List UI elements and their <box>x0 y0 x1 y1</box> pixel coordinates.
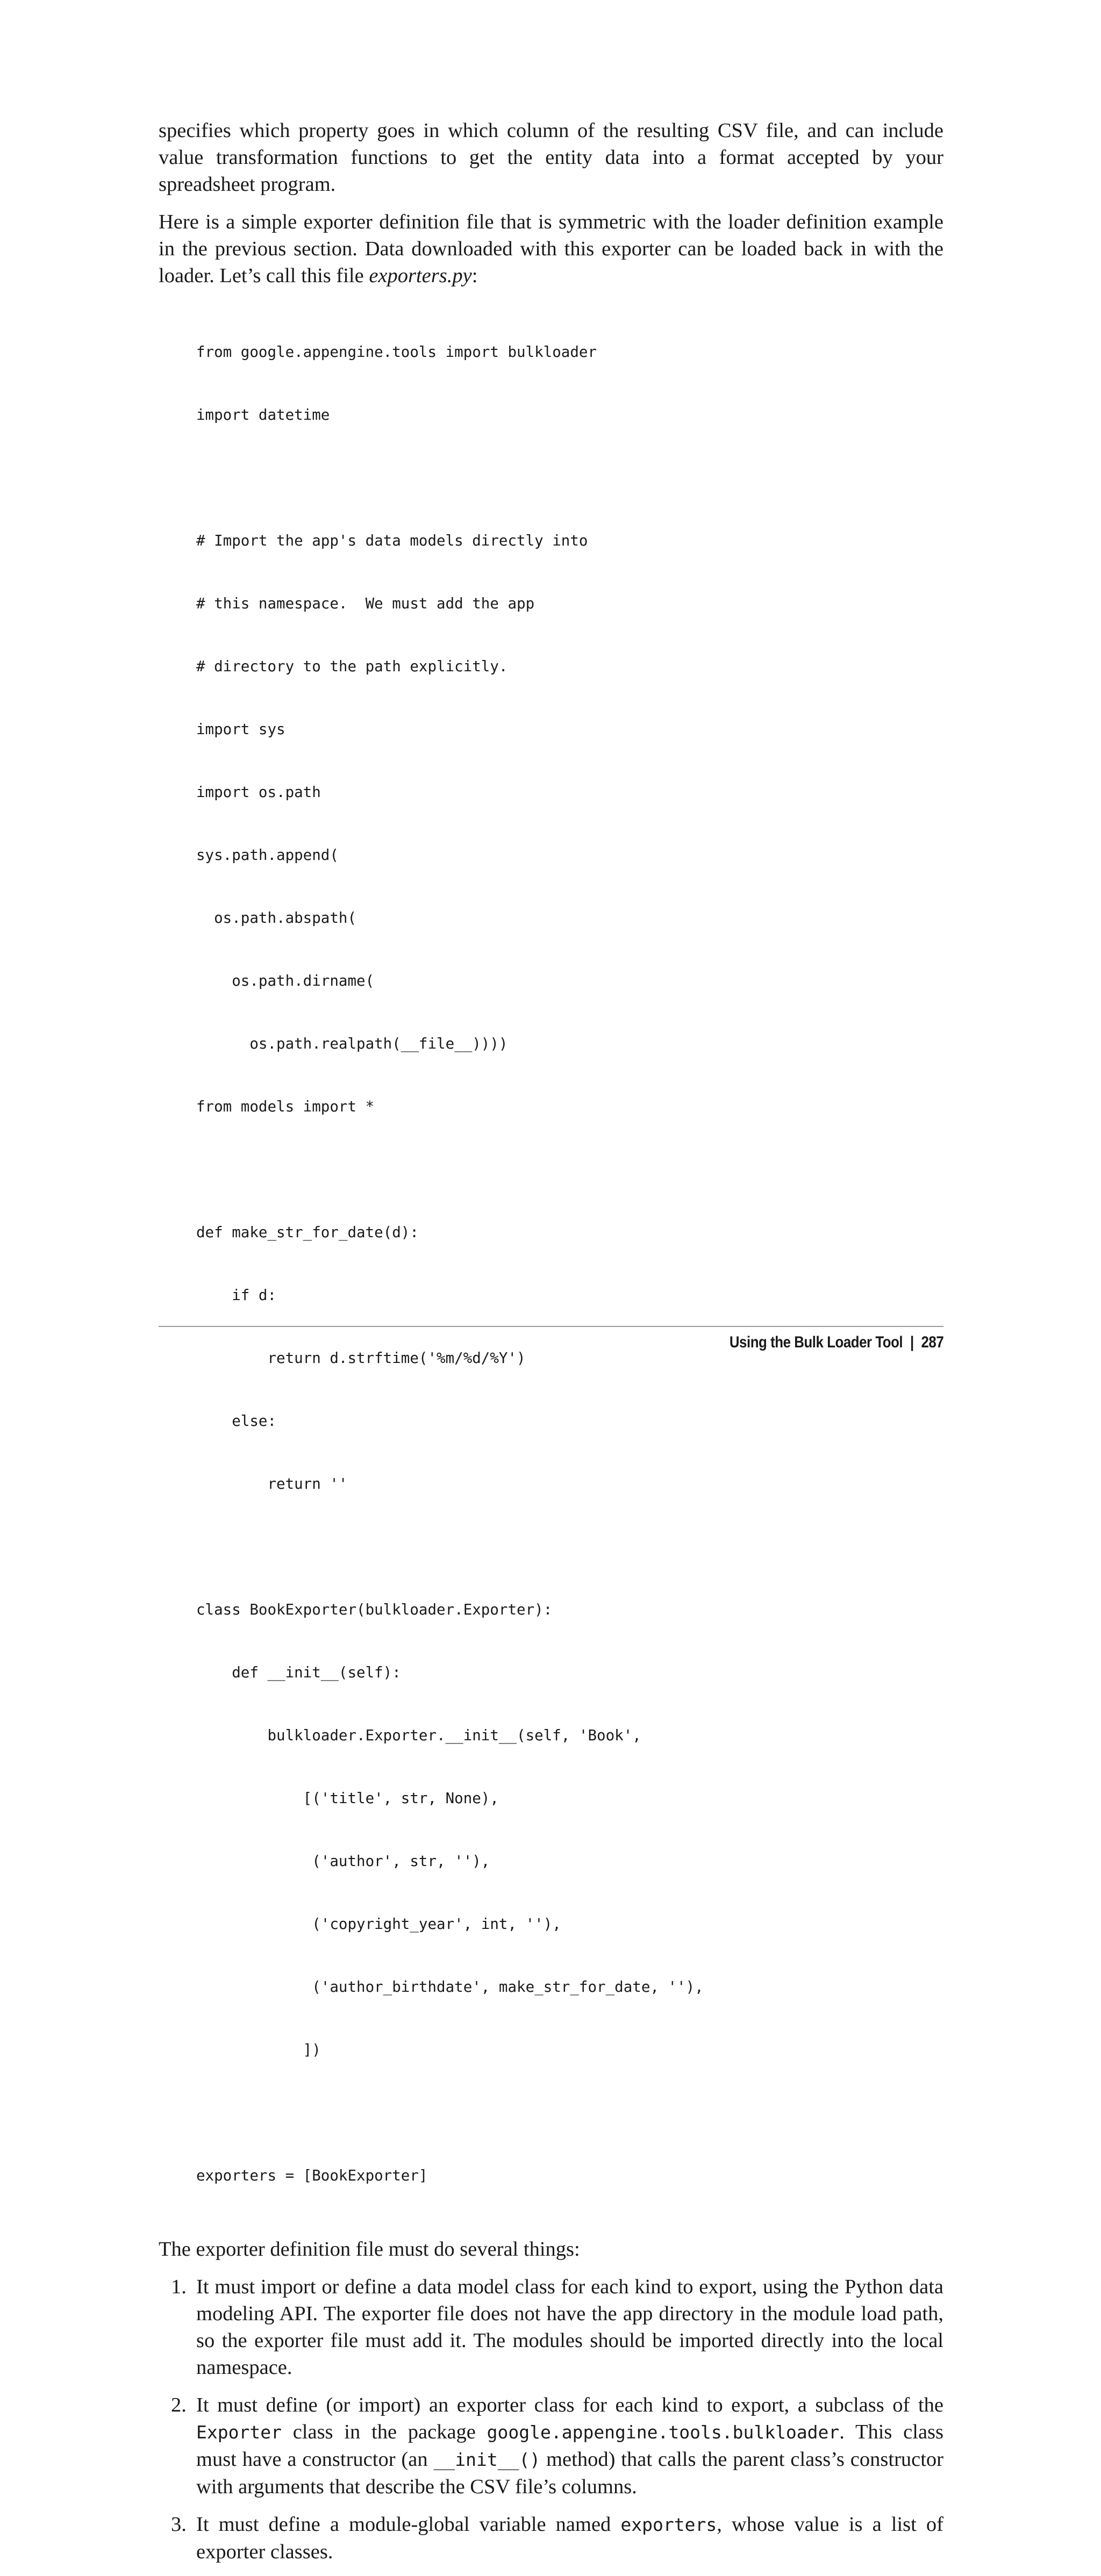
code-line: return d.strftime('%m/%d/%Y') <box>196 1350 526 1367</box>
code-line: ('author_birthdate', make_str_for_date, ''), <box>196 1978 704 1996</box>
code-line: import os.path <box>196 784 321 801</box>
code-line: bulkloader.Exporter.__init__(self, 'Book', <box>196 1727 641 1744</box>
code-line: exporters = [BookExporter] <box>196 2167 428 2184</box>
filename: exporters.py <box>369 264 472 287</box>
footer-divider <box>159 1326 943 1327</box>
requirements-list <box>159 2273 943 2565</box>
code-line: # directory to the path explicitly. <box>196 658 508 675</box>
paragraph-punct: : <box>471 264 478 287</box>
code-listing <box>196 300 943 2228</box>
list-text: . This class must have a constructor (an <box>196 2421 943 2471</box>
code-line: ('copyright_year', int, ''), <box>196 1915 561 1933</box>
inline-code: __init__() <box>433 2449 541 2470</box>
inline-code: google.appengine.tools.bulkloader <box>487 2422 840 2443</box>
code-line: import datetime <box>196 406 330 424</box>
code-line: from google.appengine.tools import bulkloader <box>196 343 597 361</box>
inline-code: exporters <box>620 2514 717 2535</box>
code-line: return '' <box>196 1475 348 1492</box>
code-line <box>196 2103 943 2123</box>
code-line <box>196 468 943 489</box>
code-line <box>196 1159 943 1180</box>
code-line: os.path.dirname( <box>196 972 375 989</box>
list-number: 1. <box>171 2276 187 2298</box>
list-text: It must define a module-global variable named <box>196 2513 621 2536</box>
code-line: os.path.abspath( <box>196 909 357 927</box>
list-item <box>159 2511 943 2565</box>
code-line: # Import the app's data models directly into <box>196 532 588 549</box>
footer-separator: | <box>910 1333 914 1351</box>
list-item <box>159 2392 943 2500</box>
code-line: from models import * <box>196 1098 375 1115</box>
code-line: os.path.realpath(__file__)))) <box>196 1035 508 1052</box>
code-line: # this namespace. We must add the app <box>196 595 535 612</box>
inline-code: Exporter <box>196 2422 282 2443</box>
list-number: 2. <box>171 2394 187 2416</box>
list-text: class in the package <box>281 2421 487 2443</box>
code-line: ]) <box>196 2041 321 2058</box>
paragraph-exporter-description <box>159 209 943 289</box>
code-line: else: <box>196 1412 277 1430</box>
code-line: ('author', str, ''), <box>196 1853 490 1870</box>
list-text: method) that calls the parent class’s constructor with arguments that describe the CSV file’s columns. <box>196 2448 944 2498</box>
page-number: 287 <box>921 1333 943 1351</box>
list-item <box>159 2273 943 2381</box>
list-number: 3. <box>171 2513 187 2536</box>
paragraph-text: Here is a simple exporter definition file that is symmetric with the loader definition example in the previous section. Data downloaded with this exporter can be loaded back in with the loader. Let’s call this file <box>159 211 943 287</box>
list-text: It must import or define a data model class for each kind to export, using the Python data modeling API. The exporter file does not have the app directory in the module load path, so the exporter file must add it. The modules should be imported directly into the local namespace. <box>196 2276 943 2379</box>
code-line: class BookExporter(bulkloader.Exporter): <box>196 1601 553 1618</box>
code-line: [('title', str, None), <box>196 1790 499 1807</box>
code-line: if d: <box>196 1287 277 1304</box>
code-line: def __init__(self): <box>196 1664 401 1681</box>
paragraph-list-intro: The exporter definition file must do several things: <box>159 2238 580 2261</box>
page-footer <box>730 1332 943 1353</box>
code-line: import sys <box>196 721 285 738</box>
code-line: def make_str_for_date(d): <box>196 1224 419 1241</box>
list-text: It must define (or import) an exporter class for each kind to export, a subclass of the <box>196 2394 943 2416</box>
code-line: sys.path.append( <box>196 846 339 864</box>
list-text: , whose value is a list of exporter classes. <box>196 2513 943 2563</box>
running-footer-section: Using the Bulk Loader Tool <box>729 1333 903 1351</box>
code-line <box>196 1537 943 1558</box>
paragraph-intro: specifies which property goes in which column of the resulting CSV file, and can include value transformation functions to get the entity data into a format accepted by your spreadsheet program. <box>159 119 943 196</box>
